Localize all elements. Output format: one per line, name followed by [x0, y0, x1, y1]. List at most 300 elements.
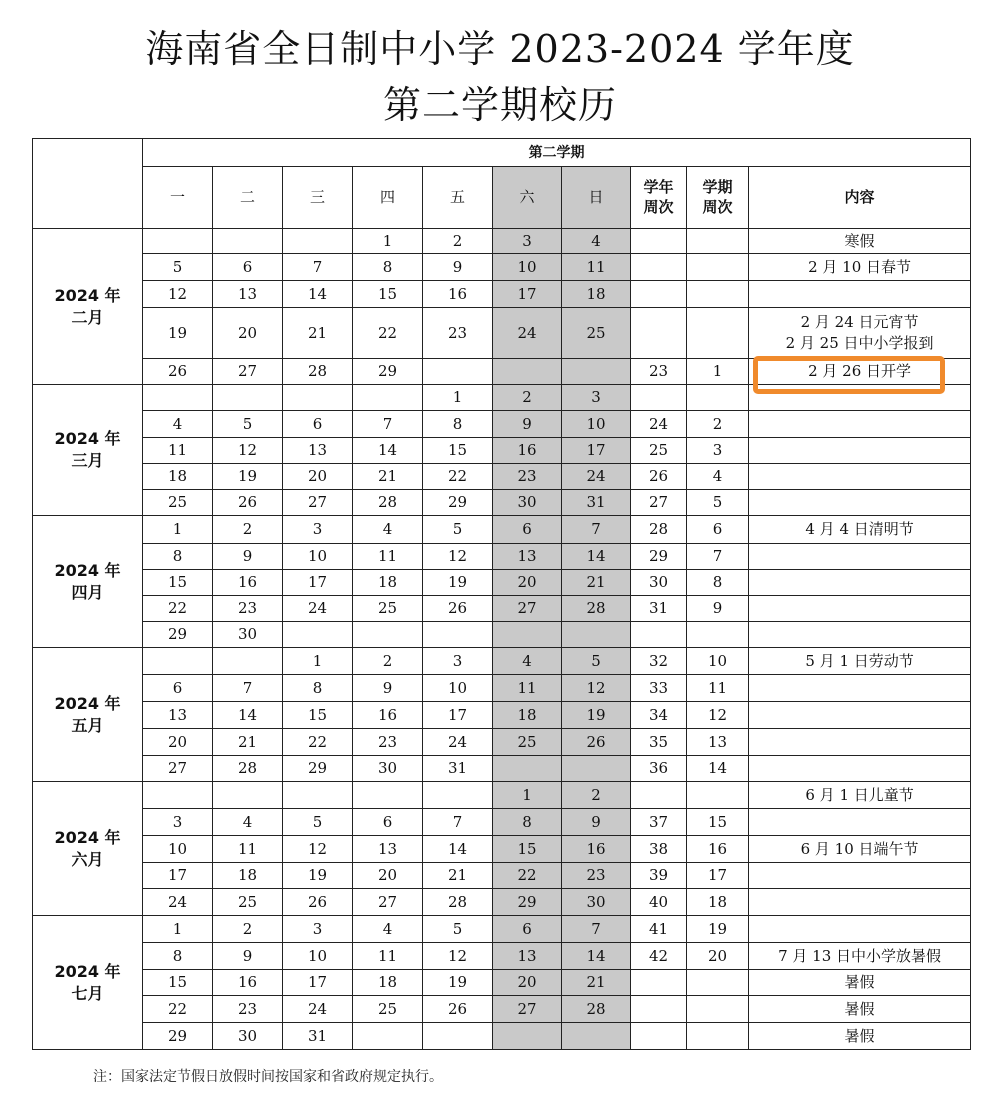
day-cell: 18	[213, 863, 283, 889]
day-cell	[213, 229, 283, 254]
term-week-cell: 18	[687, 889, 749, 916]
year-week-cell	[631, 970, 687, 996]
semester-label: 第二学期	[143, 139, 971, 167]
month-label-year: 2024 年	[54, 429, 121, 449]
year-week-cell: 32	[631, 648, 687, 675]
month-label-year: 2024 年	[54, 961, 121, 981]
day-cell: 27	[493, 596, 562, 622]
term-week-cell	[687, 996, 749, 1023]
day-cell: 25	[562, 308, 631, 359]
day-cell: 29	[143, 622, 213, 648]
day-cell	[423, 622, 493, 648]
day-cell: 17	[562, 438, 631, 464]
day-cell: 12	[213, 438, 283, 464]
term-week-cell: 19	[687, 916, 749, 943]
day-cell: 8	[143, 544, 213, 570]
year-week-cell: 29	[631, 544, 687, 570]
year-week-cell: 31	[631, 596, 687, 622]
day-cell: 1	[353, 229, 423, 254]
month-label	[33, 782, 143, 916]
day-cell: 18	[143, 464, 213, 490]
day-cell: 5	[213, 411, 283, 438]
day-cell: 3	[283, 916, 353, 943]
term-week-cell: 7	[687, 544, 749, 570]
term-week-cell: 17	[687, 863, 749, 889]
day-cell: 7	[562, 516, 631, 544]
day-cell: 23	[213, 596, 283, 622]
page-title: 海南省全日制中小学 2023-2024 学年度	[145, 27, 855, 71]
content-cell	[749, 889, 971, 916]
month-label	[33, 648, 143, 782]
content-cell: 暑假	[749, 996, 971, 1023]
day-cell: 22	[353, 308, 423, 359]
term-week-cell	[687, 385, 749, 411]
day-cell: 20	[143, 729, 213, 756]
calendar-row	[33, 281, 971, 308]
day-cell: 27	[143, 756, 213, 782]
term-week-cell: 16	[687, 836, 749, 863]
day-cell: 10	[493, 254, 562, 281]
day-cell: 18	[353, 570, 423, 596]
content-cell: 2 月 26 日开学	[749, 359, 971, 385]
day-cell: 10	[562, 411, 631, 438]
year-week-cell	[631, 385, 687, 411]
term-week-cell: 11	[687, 675, 749, 702]
day-cell	[493, 359, 562, 385]
content-cell: 6 月 1 日儿童节	[749, 782, 971, 809]
day-cell: 11	[353, 544, 423, 570]
day-cell: 17	[143, 863, 213, 889]
day-cell	[562, 622, 631, 648]
term-week-cell	[687, 1023, 749, 1050]
year-week-cell: 25	[631, 438, 687, 464]
month-label-year: 2024 年	[54, 560, 121, 580]
day-cell: 17	[283, 970, 353, 996]
day-cell: 7	[353, 411, 423, 438]
content-cell	[749, 596, 971, 622]
day-cell	[423, 1023, 493, 1050]
day-cell: 6	[283, 411, 353, 438]
term-week-cell	[687, 622, 749, 648]
day-cell: 11	[562, 254, 631, 281]
day-cell: 14	[213, 702, 283, 729]
calendar-row	[33, 254, 971, 281]
content-cell	[749, 729, 971, 756]
year-week-cell: 34	[631, 702, 687, 729]
year-week-cell: 42	[631, 943, 687, 970]
day-cell: 22	[283, 729, 353, 756]
day-cell: 15	[143, 970, 213, 996]
day-cell: 15	[423, 438, 493, 464]
day-cell: 27	[213, 359, 283, 385]
day-cell: 27	[353, 889, 423, 916]
day-cell	[353, 385, 423, 411]
term-week-header-text: 学期周次	[702, 178, 733, 216]
day-cell: 13	[143, 702, 213, 729]
day-cell: 17	[493, 281, 562, 308]
day-cell: 7	[423, 809, 493, 836]
day-cell: 29	[423, 490, 493, 516]
day-header-tue: 二	[213, 167, 283, 229]
day-cell: 3	[283, 516, 353, 544]
day-cell: 13	[493, 544, 562, 570]
month-label	[33, 516, 143, 648]
year-week-cell	[631, 1023, 687, 1050]
year-week-cell: 40	[631, 889, 687, 916]
day-cell	[493, 756, 562, 782]
day-cell	[423, 782, 493, 809]
day-cell: 8	[283, 675, 353, 702]
day-cell: 1	[493, 782, 562, 809]
day-cell: 14	[562, 544, 631, 570]
day-cell: 4	[353, 516, 423, 544]
year-week-cell	[631, 281, 687, 308]
day-cell	[493, 1023, 562, 1050]
term-week-cell	[687, 254, 749, 281]
month-label-year: 2024 年	[54, 285, 121, 305]
day-cell: 9	[353, 675, 423, 702]
year-week-cell: 26	[631, 464, 687, 490]
day-cell: 28	[562, 596, 631, 622]
content-cell	[749, 544, 971, 570]
content-cell: 4 月 4 日清明节	[749, 516, 971, 544]
content-cell	[749, 570, 971, 596]
day-cell: 4	[213, 809, 283, 836]
day-cell: 13	[213, 281, 283, 308]
content-cell	[749, 916, 971, 943]
day-cell: 4	[143, 411, 213, 438]
day-cell: 31	[423, 756, 493, 782]
content-cell	[749, 756, 971, 782]
day-cell: 7	[213, 675, 283, 702]
content-cell	[749, 308, 971, 359]
day-cell: 10	[423, 675, 493, 702]
footnote: 注：国家法定节假日放假时间按国家和省政府规定执行。	[93, 1069, 443, 1085]
year-week-cell: 35	[631, 729, 687, 756]
day-cell: 14	[283, 281, 353, 308]
term-week-cell: 3	[687, 438, 749, 464]
year-week-cell	[631, 996, 687, 1023]
day-cell: 10	[283, 544, 353, 570]
term-week-cell: 6	[687, 516, 749, 544]
year-week-cell	[631, 254, 687, 281]
day-cell: 13	[493, 943, 562, 970]
calendar-row	[33, 464, 971, 490]
day-cell: 29	[283, 756, 353, 782]
year-week-cell: 28	[631, 516, 687, 544]
day-cell: 8	[353, 254, 423, 281]
day-cell: 19	[562, 702, 631, 729]
day-cell: 13	[283, 438, 353, 464]
day-cell: 3	[493, 229, 562, 254]
day-cell: 11	[353, 943, 423, 970]
day-cell	[283, 622, 353, 648]
day-cell: 30	[213, 622, 283, 648]
day-cell: 2	[353, 648, 423, 675]
day-cell: 18	[353, 970, 423, 996]
day-cell: 24	[283, 596, 353, 622]
day-cell: 9	[213, 943, 283, 970]
year-week-cell: 23	[631, 359, 687, 385]
day-cell: 6	[213, 254, 283, 281]
year-week-cell: 37	[631, 809, 687, 836]
day-cell: 14	[562, 943, 631, 970]
calendar-row	[33, 836, 971, 863]
calendar-row	[33, 648, 971, 675]
day-cell: 21	[423, 863, 493, 889]
header-row-semester	[33, 139, 971, 167]
calendar-row	[33, 596, 971, 622]
day-cell: 8	[423, 411, 493, 438]
day-cell: 30	[353, 756, 423, 782]
day-cell: 14	[353, 438, 423, 464]
day-cell: 23	[353, 729, 423, 756]
day-cell: 24	[562, 464, 631, 490]
term-week-cell: 8	[687, 570, 749, 596]
day-cell: 18	[562, 281, 631, 308]
day-cell: 4	[353, 916, 423, 943]
calendar-row	[33, 570, 971, 596]
day-cell: 28	[213, 756, 283, 782]
day-cell	[562, 756, 631, 782]
day-cell	[493, 622, 562, 648]
day-cell: 20	[353, 863, 423, 889]
day-cell: 30	[493, 490, 562, 516]
calendar-body	[33, 229, 971, 1050]
day-cell: 1	[423, 385, 493, 411]
day-cell: 15	[353, 281, 423, 308]
day-cell	[143, 229, 213, 254]
content-cell	[749, 622, 971, 648]
content-cell: 暑假	[749, 1023, 971, 1050]
day-cell: 5	[283, 809, 353, 836]
month-label-year: 2024 年	[54, 827, 121, 847]
day-cell: 18	[493, 702, 562, 729]
day-cell: 26	[213, 490, 283, 516]
day-cell: 26	[423, 996, 493, 1023]
day-cell: 22	[143, 996, 213, 1023]
calendar-row	[33, 916, 971, 943]
content-cell	[749, 438, 971, 464]
month-label-year: 2024 年	[54, 693, 121, 713]
day-cell	[353, 1023, 423, 1050]
day-cell	[353, 782, 423, 809]
day-cell: 30	[562, 889, 631, 916]
day-cell: 1	[143, 516, 213, 544]
day-cell: 23	[493, 464, 562, 490]
day-cell: 14	[423, 836, 493, 863]
day-cell: 21	[353, 464, 423, 490]
day-cell: 25	[213, 889, 283, 916]
day-cell: 11	[493, 675, 562, 702]
calendar-row	[33, 411, 971, 438]
term-week-cell: 5	[687, 490, 749, 516]
day-cell: 21	[562, 970, 631, 996]
highlight-box	[753, 356, 945, 394]
month-label	[33, 385, 143, 516]
day-cell: 29	[353, 359, 423, 385]
content-cell: 暑假	[749, 970, 971, 996]
calendar-row	[33, 729, 971, 756]
day-cell: 20	[493, 970, 562, 996]
content-cell	[749, 675, 971, 702]
year-week-cell: 36	[631, 756, 687, 782]
term-week-cell: 14	[687, 756, 749, 782]
day-cell: 19	[423, 570, 493, 596]
day-cell: 23	[423, 308, 493, 359]
year-week-cell	[631, 782, 687, 809]
term-week-cell: 9	[687, 596, 749, 622]
day-cell: 20	[493, 570, 562, 596]
calendar-row	[33, 308, 971, 359]
year-week-cell	[631, 308, 687, 359]
day-cell: 29	[493, 889, 562, 916]
term-week-cell	[687, 782, 749, 809]
calendar-row	[33, 889, 971, 916]
day-cell: 2	[213, 516, 283, 544]
day-cell: 12	[423, 544, 493, 570]
day-cell: 6	[143, 675, 213, 702]
day-cell: 11	[143, 438, 213, 464]
day-cell	[213, 648, 283, 675]
day-header-sat: 六	[493, 167, 562, 229]
day-cell: 24	[283, 996, 353, 1023]
day-cell: 9	[213, 544, 283, 570]
calendar-row	[33, 782, 971, 809]
day-cell	[143, 385, 213, 411]
day-cell: 8	[143, 943, 213, 970]
content-cell	[749, 490, 971, 516]
day-cell: 7	[283, 254, 353, 281]
day-cell: 22	[423, 464, 493, 490]
content-cell	[749, 809, 971, 836]
day-cell: 3	[562, 385, 631, 411]
day-cell: 21	[213, 729, 283, 756]
term-week-cell: 4	[687, 464, 749, 490]
month-label-month: 四月	[71, 582, 104, 602]
day-cell: 26	[423, 596, 493, 622]
day-cell: 16	[353, 702, 423, 729]
calendar-row	[33, 490, 971, 516]
year-week-header	[631, 167, 687, 229]
day-cell: 30	[213, 1023, 283, 1050]
day-cell	[283, 229, 353, 254]
header-row-days	[33, 167, 971, 229]
day-cell: 5	[423, 916, 493, 943]
day-cell	[353, 622, 423, 648]
content-cell: 寒假	[749, 229, 971, 254]
day-cell: 6	[493, 516, 562, 544]
day-cell: 11	[213, 836, 283, 863]
day-cell: 22	[493, 863, 562, 889]
month-label-month: 二月	[71, 307, 104, 327]
school-calendar-table	[32, 138, 971, 1050]
day-cell: 24	[143, 889, 213, 916]
day-cell: 2	[423, 229, 493, 254]
day-cell: 5	[423, 516, 493, 544]
calendar-row	[33, 863, 971, 889]
day-cell: 26	[562, 729, 631, 756]
day-cell: 15	[493, 836, 562, 863]
year-week-cell: 39	[631, 863, 687, 889]
day-cell: 20	[213, 308, 283, 359]
calendar-row	[33, 622, 971, 648]
day-cell: 4	[562, 229, 631, 254]
month-label	[33, 916, 143, 1050]
month-label-month: 六月	[71, 849, 104, 869]
day-cell: 12	[562, 675, 631, 702]
term-week-cell: 13	[687, 729, 749, 756]
year-week-cell: 24	[631, 411, 687, 438]
day-cell: 19	[423, 970, 493, 996]
content-cell: 7 月 13 日中小学放暑假	[749, 943, 971, 970]
content-cell	[749, 411, 971, 438]
day-cell: 4	[493, 648, 562, 675]
day-cell: 7	[562, 916, 631, 943]
day-cell: 19	[143, 308, 213, 359]
month-label-month: 七月	[71, 983, 104, 1003]
day-cell: 19	[213, 464, 283, 490]
content-line: 2 月 25 日中小学报到	[785, 334, 934, 352]
term-week-cell: 15	[687, 809, 749, 836]
day-cell: 25	[143, 490, 213, 516]
content-cell	[749, 863, 971, 889]
day-cell: 16	[562, 836, 631, 863]
day-cell	[283, 782, 353, 809]
term-week-cell: 1	[687, 359, 749, 385]
day-cell: 15	[283, 702, 353, 729]
day-cell: 3	[423, 648, 493, 675]
term-week-header	[687, 167, 749, 229]
calendar-row	[33, 809, 971, 836]
day-cell: 25	[353, 996, 423, 1023]
day-cell	[213, 782, 283, 809]
year-week-cell: 30	[631, 570, 687, 596]
day-cell: 26	[283, 889, 353, 916]
year-week-cell	[631, 229, 687, 254]
day-cell: 17	[283, 570, 353, 596]
day-cell	[143, 782, 213, 809]
month-label	[33, 229, 143, 385]
day-cell: 15	[143, 570, 213, 596]
year-week-header-text: 学年周次	[643, 178, 674, 216]
year-week-cell: 38	[631, 836, 687, 863]
day-cell: 6	[493, 916, 562, 943]
day-cell	[283, 385, 353, 411]
content-cell	[749, 281, 971, 308]
day-cell: 12	[283, 836, 353, 863]
content-header: 内容	[749, 167, 971, 229]
day-cell: 3	[143, 809, 213, 836]
day-cell	[562, 359, 631, 385]
term-week-cell	[687, 970, 749, 996]
content-cell: 6 月 10 日端午节	[749, 836, 971, 863]
day-cell: 28	[353, 490, 423, 516]
term-week-cell: 12	[687, 702, 749, 729]
day-cell: 12	[423, 943, 493, 970]
term-week-cell	[687, 229, 749, 254]
page-subtitle: 第二学期校历	[382, 83, 617, 127]
day-cell: 6	[353, 809, 423, 836]
day-cell: 9	[423, 254, 493, 281]
year-week-cell: 33	[631, 675, 687, 702]
day-cell: 28	[423, 889, 493, 916]
calendar-row	[33, 516, 971, 544]
content-cell	[749, 464, 971, 490]
day-cell: 1	[283, 648, 353, 675]
day-cell: 20	[283, 464, 353, 490]
day-cell: 16	[423, 281, 493, 308]
